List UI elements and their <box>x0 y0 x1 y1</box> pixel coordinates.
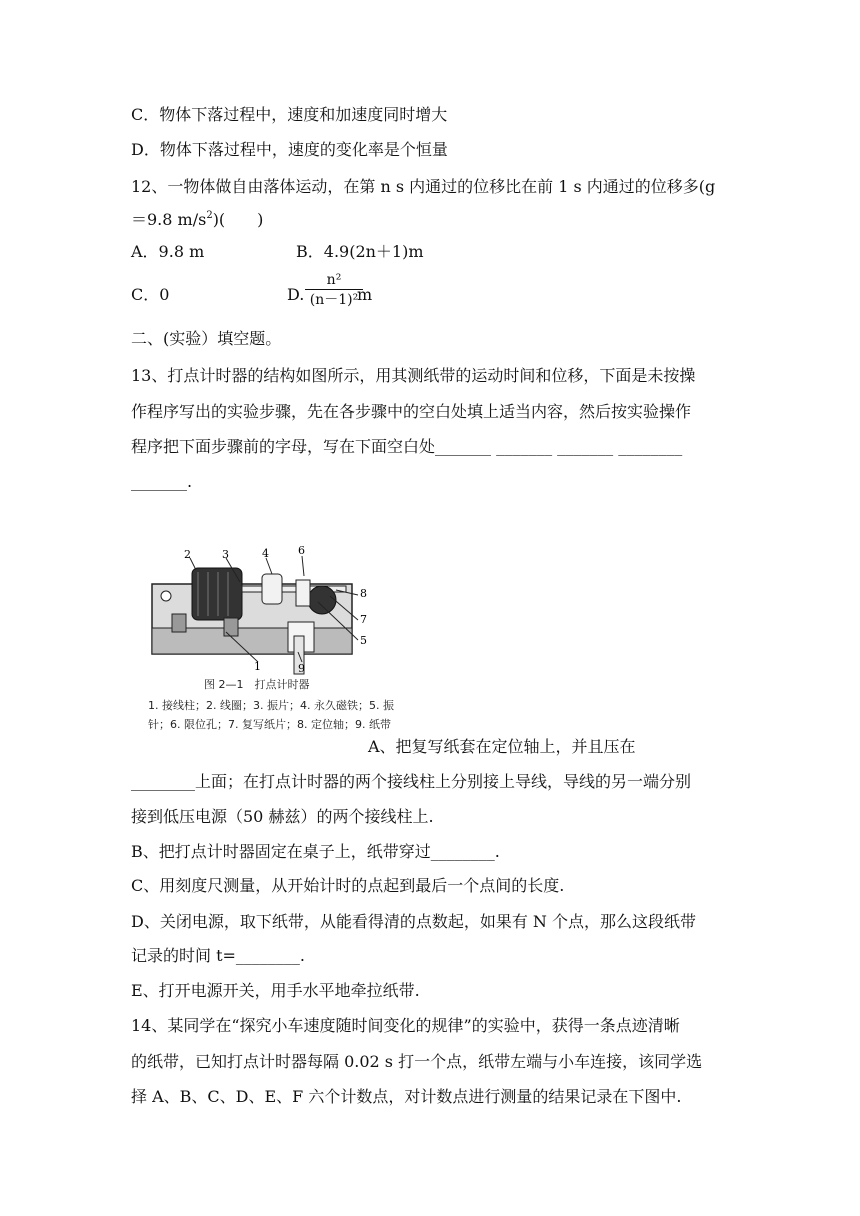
q12-exponent: 2 <box>206 210 213 221</box>
option-a-q12: A．9.8 m <box>131 242 205 261</box>
fraction-denominator: (n－1)² <box>309 292 359 308</box>
step-d-line2: 记录的时间 t=________. <box>131 946 306 965</box>
option-d-fraction <box>305 272 363 309</box>
figure-legend-line1: 1. 接线柱；2. 线圈；3. 振片；4. 永久磁铁；5. 振 <box>148 699 394 712</box>
option-b-q12: B．4.9(2n＋1)m <box>296 242 424 261</box>
fraction-numerator: n² <box>326 272 342 288</box>
label-7: 7 <box>360 613 367 626</box>
label-2: 2 <box>184 548 191 561</box>
option-d-label-q12: D. <box>287 285 305 304</box>
section-2-heading: 二、(实验）填空题。 <box>131 329 282 348</box>
step-a-line3: 接到低压电源（50 赫兹）的两个接线柱上. <box>131 807 434 826</box>
question-13-line2: 作程序写出的实验步骤，先在各步骤中的空白处填上适当内容，然后按实验操作 <box>131 402 692 421</box>
question-12-line1: 12、一物体做自由落体运动，在第 n s 内通过的位移比在前 1 s 内通过的位移多(g <box>131 177 716 196</box>
label-6: 6 <box>298 544 305 557</box>
label-8: 8 <box>360 587 367 600</box>
label-4: 4 <box>262 547 269 560</box>
label-9: 9 <box>298 662 305 675</box>
question-13-line3: 程序把下面步骤前的字母，写在下面空白处_______ _______ _______ ________ <box>131 437 683 456</box>
q12-blank: )( ) <box>212 210 264 229</box>
step-a-line1: A、把复写纸套在定位轴上，并且压在 <box>368 737 636 756</box>
step-e: E、打开电源开关，用手水平地牵拉纸带. <box>131 981 420 1000</box>
ticker-timer-illustration <box>148 540 396 676</box>
option-c-q11: C．物体下落过程中，速度和加速度同时增大 <box>131 105 448 124</box>
label-1: 1 <box>254 660 261 673</box>
step-a-line2: ________上面；在打点计时器的两个接线柱上分别接上导线，导线的另一端分别 <box>131 772 692 791</box>
question-14-line2: 的纸带，已知打点计时器每隔 0.02 s 打一个点，纸带左端与小车连接，该同学选 <box>131 1052 703 1071</box>
option-d-q11: D．物体下落过程中，速度的变化率是个恒量 <box>131 140 448 159</box>
step-c: C、用刻度尺测量，从开始计时的点起到最后一个点间的长度. <box>131 876 565 895</box>
option-d-unit: m <box>357 285 373 304</box>
label-5: 5 <box>360 634 367 647</box>
figure-caption: 图 2—1 打点计时器 <box>204 678 310 691</box>
question-14-line1: 14、某同学在“探究小车速度随时间变化的规律”的实验中，获得一条点迹清晰 <box>131 1016 680 1035</box>
question-13-line4: _______. <box>131 472 193 491</box>
question-14-line3: 择 A、B、C、D、E、F 六个计数点，对计数点进行测量的结果记录在下图中. <box>131 1087 682 1106</box>
question-13-line1: 13、打点计时器的结构如图所示，用其测纸带的运动时间和位移，下面是未按操 <box>131 366 696 385</box>
label-3: 3 <box>222 548 229 561</box>
step-b: B、把打点计时器固定在桌子上，纸带穿过________. <box>131 842 500 861</box>
question-12-line2 <box>131 210 263 230</box>
fraction-bar <box>305 289 363 290</box>
timer-diagram-figure <box>148 540 396 736</box>
step-d-line1: D、关闭电源，取下纸带，从能看得清的点数起，如果有 N 个点，那么这段纸带 <box>131 912 697 931</box>
figure-legend-line2: 针；6. 限位孔；7. 复写纸片；8. 定位轴；9. 纸带 <box>148 718 391 731</box>
option-c-q12: C．0 <box>131 285 170 304</box>
q12-g-value: ＝9.8 m/s <box>131 210 207 229</box>
